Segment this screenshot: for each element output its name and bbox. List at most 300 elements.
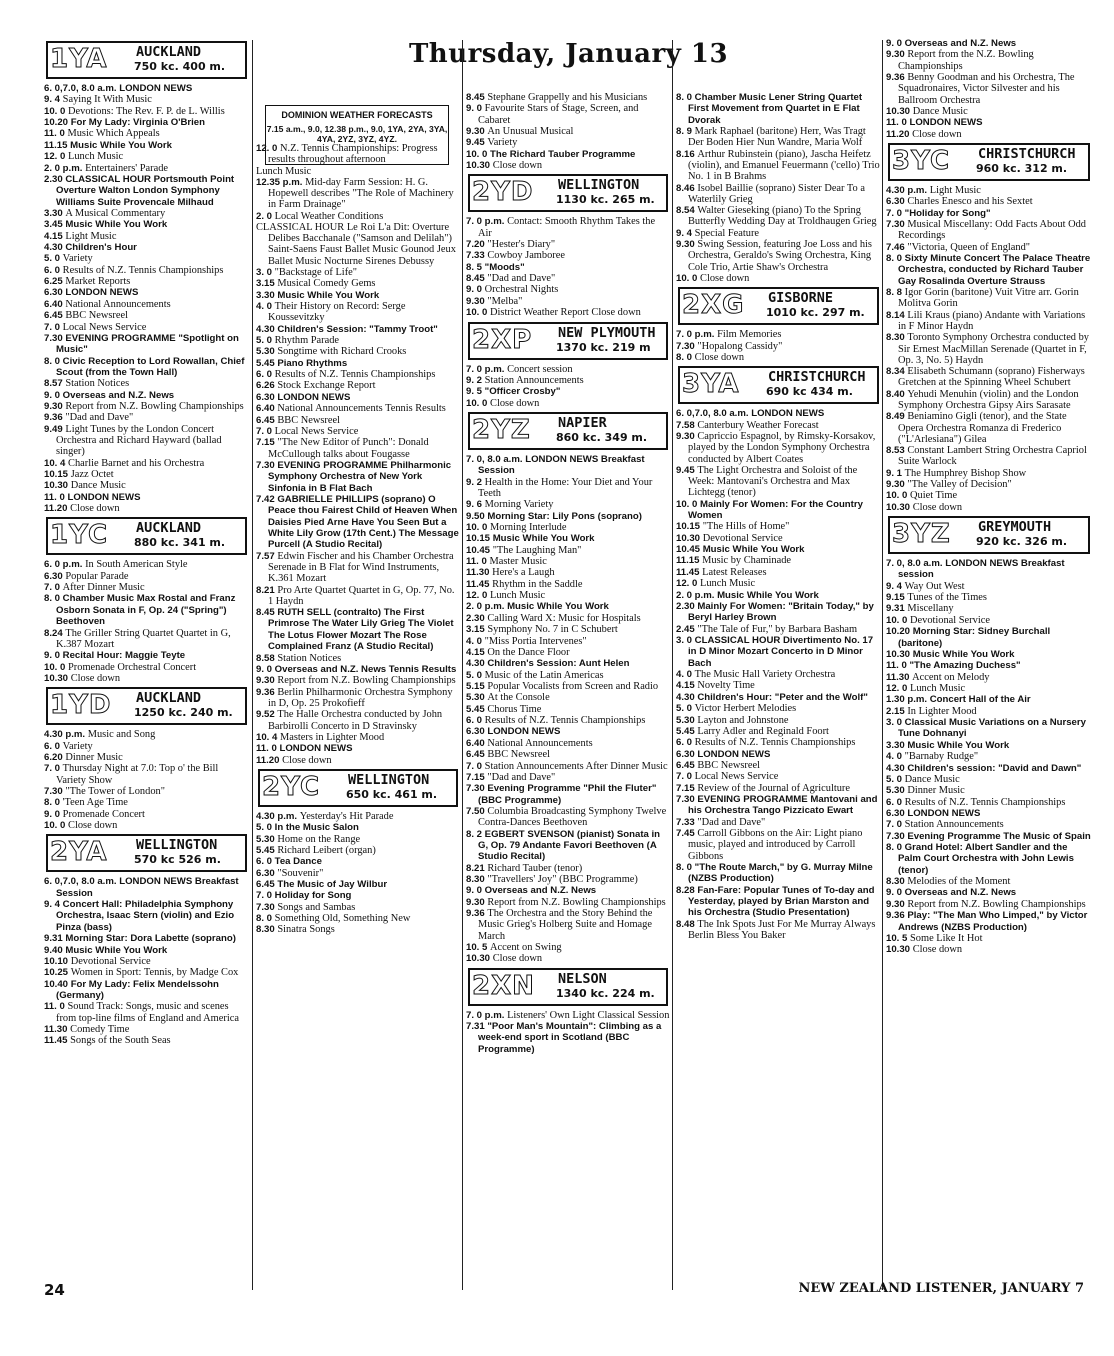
listing-text: Chamber Music Max Rostal and Franz Osborn Sonata in F, Op. 24 ("Spring") Beethoven [56,593,236,628]
listing-time: 7. 0 [886,819,905,831]
listing-item [256,335,460,346]
listing-time: 9. 2 [466,374,485,386]
listing-text: Promenade Concert [62,808,145,820]
listing-item [44,469,249,480]
listing-text: N.Z. Tennis Championships: Progress results throughout afternoon [268,143,438,166]
listing-time: 6.30 [466,726,488,738]
listing-item [466,239,670,250]
listing-item [676,341,881,352]
listing-text: Variety [487,137,518,149]
station-call-sign: 1YC [50,520,109,551]
listing-time: 5.45 [256,844,278,856]
listing-text: GABRIELLE PHILLIPS (soprano) O Peace thou Fairest Child of Heaven When Daisies Pied Arne Have You Seen But a White Lily Grow (17th Cent.) The Message Purcell (A Studio Recital) [268,493,459,551]
listing-text: Arthur Rubinstein (piano), Jascha Heifetz (violin), and Emanuel Feuermann ('cello) Trio No. 1 in B Brahms [688,148,880,183]
listing-time: 9. 0 [466,885,485,897]
listing-time: 11. 0 [466,556,490,568]
listing-time: 5.15 [466,681,488,692]
listing-text: Yesterday's Hit Parade [299,810,394,822]
listing-text: Overseas and N.Z. News [904,887,1017,899]
listing-text: Their History on Record: Serge Koussevitzky [268,301,406,324]
listing-time: 11.30 [886,671,913,683]
listing-text: Favourite Stars of Stage, Screen, and Cabaret [478,103,639,126]
listing-item [466,579,670,590]
listing-time: 10. 4 [256,731,281,743]
column-5 [886,38,1092,956]
listing-item [466,670,670,681]
listing-text: Cowboy Jamboree [487,250,565,262]
listing-time: 11.20 [886,128,913,140]
listing-item [44,412,249,423]
listing-text: Pro Arte Quartet Quartet in G, Op. 77, No. 1 Haydn [268,584,455,607]
listing-time: 2.45 [676,623,698,635]
listing-time: 6. 0,7.0, 8.0 a.m. [44,83,120,94]
station-header [468,412,668,450]
listing-item [256,324,460,335]
listing-item [886,706,1092,717]
listing-time: 8.45 [466,273,488,285]
listing-text: Children's Hour: "Peter and the Wolf" [697,691,868,703]
listing-time: 8. 0 [44,355,63,367]
listing-item [886,72,1092,106]
listing-time: 6.40 [256,403,278,415]
listing-text: Close down [492,160,543,172]
listing-text: Music While You Work [70,139,172,151]
listing-text: Women in Sport: Tennis, by Madge Cox [70,967,239,979]
listing-text: Close down [694,351,745,363]
listing-time: 7.15 [466,771,488,783]
listing-time: 11.45 [44,1035,71,1047]
listing-text: Station Announcements After Dinner Music [484,760,668,772]
listing-time: 8. 8 [886,286,905,298]
listing-time: 8.57 [44,378,66,390]
listing-time: 8. 0 [676,861,695,873]
listing-item [44,401,249,412]
listing-time: 8. 0 [676,92,695,103]
listing-time: 7. 0, 8.0 a.m. [886,558,946,570]
listing-time: 9.36 [886,71,908,83]
listing-time: 6.30 [44,287,66,299]
listing-text: Station Notices [277,652,342,664]
listing-text: Music While You Work [65,944,168,956]
listing-time: 9. 6 [466,499,485,511]
listing-time: 7.15 [256,437,278,449]
listing-text: Thursday Night at 7.0: Top o' the Bill Variety Show [56,763,219,786]
listing-text: 'Teen Age Time [62,797,128,809]
listing-item [44,1024,249,1035]
listing-text: Mid-day Farm Session: H. G. Hopewell describes "The Role of Machinery in Farm Drainage" [268,176,454,211]
station-call-sign: 3YZ [892,519,951,550]
listing-item [256,369,460,380]
listing-item [466,761,670,772]
listing-time: 7.30 [44,785,66,797]
listing-text: Light Music [65,230,117,242]
column-rule [672,40,673,1290]
listing-item [886,196,1092,207]
station-call-sign: 2YC [262,771,321,802]
listing-time: 6.20 [44,751,66,763]
listing-time: 8. 0 [256,913,275,925]
listing-time: 6. 0 p.m. [44,559,86,571]
listing-text: The Music of Jay Wilbur [277,879,388,891]
listing-text: Latest Releases [702,566,767,578]
station-header [888,516,1090,554]
station-header [46,41,247,79]
listing-item [886,649,1092,660]
listing-text: Evening Programme The Music of Spain [907,830,1091,842]
listing-time: 8. 0 [886,842,905,854]
listing-text: Canterbury Weather Forecast [697,419,819,431]
listing-text: Play: "The Man Who Limped," by Victor Andrews (NZBS Production) [898,910,1088,933]
listing-time: 4.30 [676,691,698,703]
station-frequency: 880 kc. 341 m. [134,536,226,550]
listing-item [466,296,670,307]
listing-item [256,834,460,845]
listing-text: Sinatra Songs [277,924,335,936]
listing-time: 7. 0, 8.0 a.m. [466,453,526,465]
listing-text: Home on the Range [277,833,361,845]
listing-item [466,590,670,601]
listing-text: The Music Hall Variety Orchestra [694,669,836,681]
listing-item [886,933,1092,944]
listing-item [886,751,1092,762]
listing-time: 9. 4 [44,899,63,911]
listing-item [676,329,881,340]
listing-item [466,364,670,375]
listing-item [256,177,460,211]
listing-text: "Dad and Dave" [487,771,556,783]
listing-time: 6. 0,7.0, 8.0 a.m. [44,876,120,888]
listing-text: "Hopalong Cassidy" [697,340,783,352]
listing-item [44,174,249,208]
listing-text: Swing Session, featuring Joe Loss and his Orchestra, Geraldo's Swing Orchestra, King Cole Trio, Artie Shaw's Orchestra [688,239,872,273]
listing-time: 2.30 [466,612,488,624]
listing-item [256,845,460,856]
listing-time: 6.26 [256,380,278,392]
listing-item [886,694,1092,705]
listing-item [886,558,1092,581]
listing-item [44,458,249,469]
listing-item [256,743,460,754]
station-frequency: 570 kc 526 m. [134,853,221,867]
listing-text: For My Lady: Virginia O'Brien [70,117,205,129]
listing-text: Results of N.Z. Tennis Championships [694,737,856,749]
listing-time: 8.28 [676,884,698,896]
listing-text: Children's session: "David and Dawn" [907,762,1082,774]
listing-time: 6.40 [466,737,488,749]
listing-item [44,322,249,333]
listing-item [676,590,881,601]
listing-time: 10.40 [44,978,71,990]
listing-item [256,290,460,301]
listing-time: 6. 0,7.0, 8.0 a.m. [676,408,752,420]
station-frequency: 1130 kc. 265 m. [556,193,655,207]
listing-item [466,636,670,647]
listing-item [886,287,1092,310]
station-frequency: 650 kc. 461 m. [346,787,438,801]
listing-text: LONDON NEWS [909,117,983,129]
listing-time: 8.45 [256,607,278,619]
listing-text: Music and Song [87,729,156,741]
listing-item [256,358,460,369]
listing-text: Concert session [507,363,573,375]
listing-time: 6.25 [44,276,66,288]
listing-item [256,890,460,901]
listing-text: Richard Tauber (tenor) [487,862,583,874]
station-frequency: 920 kc. 326 m. [976,535,1068,549]
listing-time: 9. 4 [44,94,63,106]
listing-time: 6.45 [256,414,278,426]
station-frequency: 860 kc. 349 m. [556,430,648,444]
listing-time: 7.46 [886,241,908,253]
listing-item [676,783,881,794]
listing-time: 8. 2 [466,828,485,840]
listing-time: 5.45 [466,703,488,715]
listing-time: 3.30 [886,739,908,751]
listing-item [466,749,670,760]
listing-time: 4. 0 [676,669,695,681]
listing-text: Beniamino Gigli (tenor), and the State Opera Orchestra Romanza di Frederico ("L'Arlesiana") Gilea [898,411,1067,445]
listing-item [44,899,249,933]
listing-time: 5.30 [256,833,278,845]
listing-time: 9. 2 [466,476,485,488]
listing-item [466,681,670,692]
listing-item [886,310,1092,333]
listing-text: Victor Herbert Melodies [694,703,797,715]
listing-item [44,820,249,831]
listing-time: 8.24 [44,627,66,639]
station-header [46,834,247,872]
listing-text: District Weather Report Close down [490,307,641,319]
listing-time: 10.45 [676,544,703,556]
station-header [468,322,668,360]
listing-text: Close down [70,672,121,684]
listing-time: 8. 0 [44,797,63,809]
listing-item [466,149,670,160]
listing-item [44,628,249,651]
listing-time: 2. 0 p.m. [676,589,718,601]
listing-text: Accent on Swing [490,941,562,953]
listing-time: 7.30 [676,340,698,352]
listing-item [44,809,249,820]
station-city: WELLINGTON [558,177,640,194]
listing-item [676,771,881,782]
listing-text: LONDON NEWS Breakfast Session [478,453,645,477]
listing-item [676,635,881,669]
listing-text: Close down [68,819,118,831]
listing-item [256,879,460,890]
listing-time: 6.45 [466,749,488,761]
listing-time: 7. 0 p.m. [466,363,508,375]
listing-text: "The Laughing Man" [492,544,582,556]
listing-time: 5. 0 [256,822,275,834]
column-rule [462,40,463,1290]
listing-time: 2.15 [886,705,908,717]
listing-text: BBC Newsreel [277,414,340,426]
listing-text: Yehudi Menuhin (violin) and the London Symphony Orchestra Gipsy Airs Sarasate [898,388,1079,411]
listing-item [886,808,1092,819]
listing-item [886,831,1092,842]
listing-time: 8.45 [466,92,488,103]
listing-item [44,276,249,287]
listing-text: In South American Style [85,559,188,571]
listing-text: "Travellers' Joy" (BBC Programme) [487,873,638,885]
station-city: GREYMOUTH [978,519,1052,536]
listing-time: 7.33 [676,816,698,828]
listing-time: 8. 5 [466,261,485,273]
listing-item [676,499,881,522]
listing-item [886,185,1092,196]
listing-time: 8.30 [256,924,278,936]
listing-time: 7.30 [256,459,278,471]
listing-text: The Richard Tauber Programme [490,148,636,160]
listing-item [466,704,670,715]
listing-item [256,460,460,494]
listing-time: 10. 0 [466,307,491,319]
listing-time: 5.30 [676,714,698,726]
listing-time: 9.36 [466,908,488,920]
listing-time: 7. 0 [886,207,905,219]
listing-text: Songs and Sambas [277,901,356,913]
listing-text: Concert Hall of the Air [929,694,1031,706]
listing-text: The Orchestra and the Story Behind the Music Grieg's Holberg Suite and Homage March [478,908,653,942]
listing-item [466,885,670,896]
listing-time: 7. 0 [44,582,63,594]
listing-text: Songs of the South Seas [70,1035,171,1047]
listing-text: Something Old, Something New [274,913,411,925]
listing-text: Jazz Octet [70,468,114,480]
listing-text: Local Weather Conditions [274,210,384,222]
listing-item [466,806,670,829]
listing-text: Entertainers' Parade [85,162,168,174]
listing-text: Lunch Music [68,151,124,163]
listing-text: "Dad and Dave" [65,412,134,424]
listing-item [44,333,249,356]
listing-item [44,265,249,276]
listing-time: 5.30 [256,346,278,358]
listing-time: 9.30 [676,431,698,443]
listing-time: 6.30 [886,807,908,819]
listing-item [886,49,1092,72]
listing-item [886,468,1092,479]
listing-text: Music by Chaminade [702,555,792,567]
listing-item [44,242,249,253]
listing-text: "The Route March," by G. Murray Milne (NZBS Production) [688,861,873,885]
listing-time: 2.30 [676,600,698,612]
listing-time: 9. 5 [466,386,485,398]
listing-time: 7.30 [466,783,488,795]
listing-item [466,273,670,284]
station-call-sign: 2XP [472,324,533,355]
listing-item [44,786,249,797]
listing-time: 2. 0 p.m. [44,162,86,174]
listing-time: 10.30 [44,672,71,684]
listing-text: Local News Service [694,771,779,783]
listing-time: 9. 0 [886,887,905,899]
listing-text: Master Music [489,556,547,568]
listing-text: "The Valley of Decision" [907,478,1012,490]
listing-time: 4. 0 [466,635,485,647]
listing-item [256,687,460,710]
listing-time: 7. 0 [44,763,63,775]
listing-item [466,545,670,556]
listing-item [256,403,460,414]
listing-item [256,278,460,289]
listing-time: 10.15 [676,521,703,533]
listing-time: 10.30 [466,953,493,965]
listing-item [676,521,881,532]
listing-time: 8.30 [886,332,908,344]
listing-item [466,601,670,612]
listing-text: Promenade Orchestral Concert [68,661,197,673]
listing-item [256,755,460,766]
listing-item [886,389,1092,412]
listing-text: Piano Rhythms [277,357,348,369]
listing-time: 6.40 [44,298,66,310]
listing-text: Close down [912,501,963,513]
listing-time: 5.30 [886,785,908,797]
listing-time: 9. 4 [886,580,905,592]
listing-text: Lunch Music [910,682,966,694]
listing-item [676,749,881,760]
listing-item [886,660,1092,671]
listing-time: 6. 0 [466,715,485,727]
listing-time: 10.20 [886,626,913,638]
listing-item [256,607,460,652]
listing-text: Station Announcements [484,374,584,386]
weather-box-schedule: 7.15 a.m., 9.0, 12.38 p.m., 9.0, 1YA, 2YA, 3YA, 4YA, 2YZ, 3YZ, 4YZ. [266,123,448,145]
listing-text: Musical Comedy Gems [277,278,376,290]
listing-time: 8.46 [676,182,698,194]
listing-time: 10.10 [44,955,71,967]
listing-time: 9. 0 [44,389,63,401]
listing-item [44,480,249,491]
listing-time: 4.30 p.m. [256,810,300,822]
listing-time: 10. 5 [886,932,911,944]
listing-item [256,675,460,686]
listing-time: 6. 0 [256,856,275,868]
station-frequency: 960 kc. 312 m. [976,161,1068,175]
listing-time: 6. 0 [676,737,695,749]
listing-time: 5. 0 [256,334,275,346]
listing-time: 11. 0 [886,117,910,129]
listing-item [676,794,881,817]
listing-time: 8. 0 [44,593,63,605]
listing-time: 11.20 [256,754,283,766]
listing-text: LONDON NEWS [277,391,351,403]
listing-time: 11. 0 [44,1001,68,1013]
listing-time: 8. 9 [676,126,695,138]
listing-text: Masters in Lighter Mood [280,731,385,743]
listing-text: Station Announcements [904,819,1004,831]
listing-time: 7.42 [256,493,278,505]
listing-item [466,715,670,726]
listing-text: Songtime with Richard Crooks [277,346,407,358]
listing-text: National Announcements Tennis Results [277,403,446,415]
listing-item [44,287,249,298]
listing-item [676,885,881,919]
listing-text: "The Amazing Duchess" [909,660,1021,672]
listing-time: 11.20 [44,503,71,515]
station-header [46,517,247,555]
listing-item [44,876,249,899]
listing-text: "Barnaby Rudge" [904,751,979,763]
listing-item [676,692,881,703]
listing-text: Dance Music [70,480,126,492]
listing-time: 5. 0 [44,253,63,265]
listing-item [256,415,460,426]
listing-item [676,431,881,465]
listing-time: 7.57 [256,550,278,562]
